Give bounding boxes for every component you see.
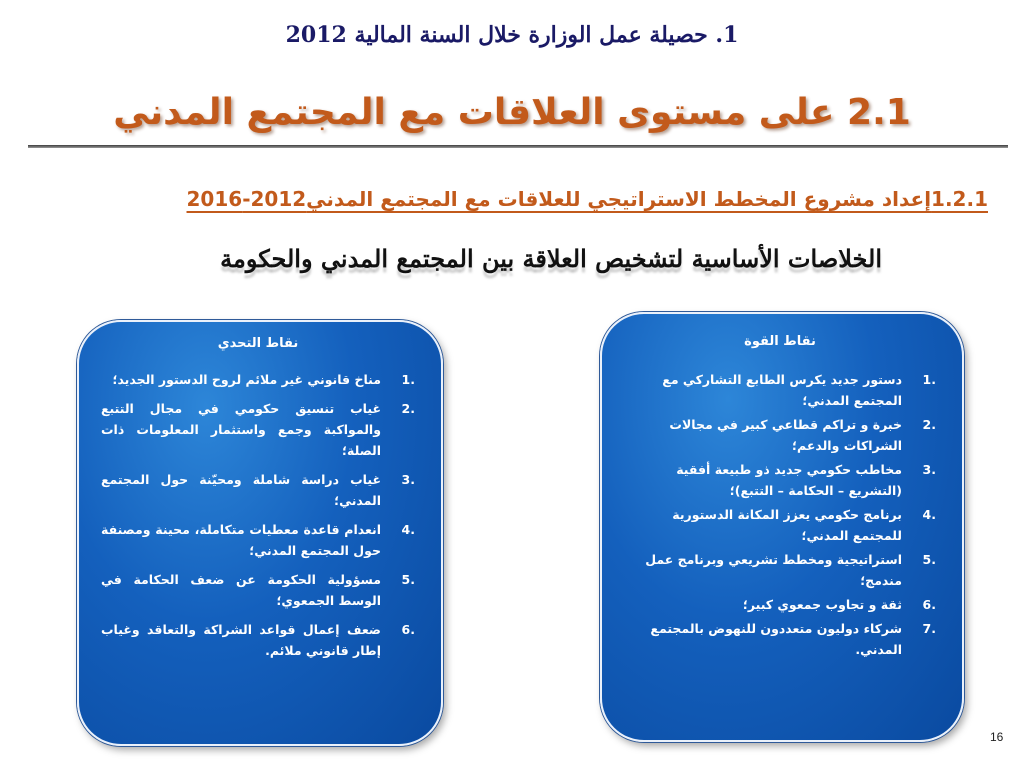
- item-text: برنامج حكومي يعزز المكانة الدستورية للمجتمع المدني؛: [672, 507, 902, 543]
- item-text: ضعف إعمال قواعد الشراكة والتعاقد وغياب إطار قانوني ملائم.: [101, 622, 381, 658]
- item-number: .4: [401, 522, 415, 537]
- item-number: .2: [401, 401, 415, 416]
- item-text: استراتيجية ومخطط تشريعي وبرنامج عمل مندمج؛: [645, 552, 902, 588]
- strengths-title: نقاط القوة: [744, 334, 816, 349]
- slide-header: 1. حصيلة عمل الوزارة خلال السنة المالية 2012: [285, 22, 739, 48]
- list-item: [101, 569, 415, 611]
- item-text: غياب تنسيق حكومي في مجال التتبع والمواكبة وجمع واستثمار المعلومات ذات الصلة؛: [101, 401, 381, 458]
- item-number: .1: [401, 372, 415, 387]
- list-item: [624, 618, 936, 660]
- slide-title: 2.1 على مستوى العلاقات مع المجتمع المدني: [113, 92, 911, 133]
- item-number: .1: [922, 372, 936, 387]
- item-number: .3: [922, 462, 936, 477]
- list-item: [624, 504, 936, 546]
- list-item: [624, 459, 936, 501]
- item-number: .3: [401, 472, 415, 487]
- item-number: .6: [922, 597, 936, 612]
- item-text: انعدام قاعدة معطيات متكاملة، محينة ومصنفة حول المجتمع المدني؛: [101, 522, 381, 558]
- title-divider: [28, 145, 1008, 148]
- challenges-list: [101, 369, 415, 661]
- item-number: .4: [922, 507, 936, 522]
- list-item: [101, 398, 415, 461]
- item-text: شركاء دوليون متعددون للنهوض بالمجتمع المدني.: [650, 621, 902, 657]
- challenges-title: نقاط التحدي: [217, 336, 299, 351]
- list-item: [624, 369, 936, 411]
- strengths-list: [624, 369, 936, 660]
- strengths-panel: [600, 312, 964, 742]
- title-container: [0, 92, 1024, 133]
- item-number: .2: [922, 417, 936, 432]
- challenges-panel: [77, 320, 443, 746]
- item-number: .5: [401, 572, 415, 587]
- item-text: ثقة و تجاوب جمعوي كبير؛: [742, 597, 902, 612]
- item-text: مناخ قانوني غير ملائم لروح الدستور الجديد؛: [112, 372, 381, 387]
- list-item: [624, 414, 936, 456]
- item-text: دستور جديد يكرس الطابع التشاركي مع المجتمع المدني؛: [662, 372, 902, 408]
- item-number: .7: [922, 621, 936, 636]
- list-item: [624, 594, 936, 615]
- list-item: [101, 469, 415, 511]
- item-text: مسؤولية الحكومة عن ضعف الحكامة في الوسط الجمعوي؛: [101, 572, 381, 608]
- list-item: [101, 619, 415, 661]
- item-text: مخاطب حكومي جديد ذو طبيعة أفقية (التشريع – الحكامة – التتبع)؛: [676, 462, 902, 498]
- page-number: 16: [990, 730, 1004, 744]
- item-text: غياب دراسة شاملة ومحيّنة حول المجتمع المدني؛: [101, 472, 381, 508]
- conclusions-heading: الخلاصات الأساسية لتشخيص العلاقة بين المجتمع المدني والحكومة: [220, 244, 882, 273]
- item-number: .6: [401, 622, 415, 637]
- list-item: [101, 369, 415, 390]
- list-item: [624, 549, 936, 591]
- subsection-heading: 1.2.1إعداد مشروع المخطط الاستراتيجي للعلاقات مع المجتمع المدني2012-2016: [186, 187, 988, 211]
- item-text: خبرة و تراكم قطاعي كبير في مجالات الشراكات والدعم؛: [669, 417, 902, 453]
- item-number: .5: [922, 552, 936, 567]
- list-item: [101, 519, 415, 561]
